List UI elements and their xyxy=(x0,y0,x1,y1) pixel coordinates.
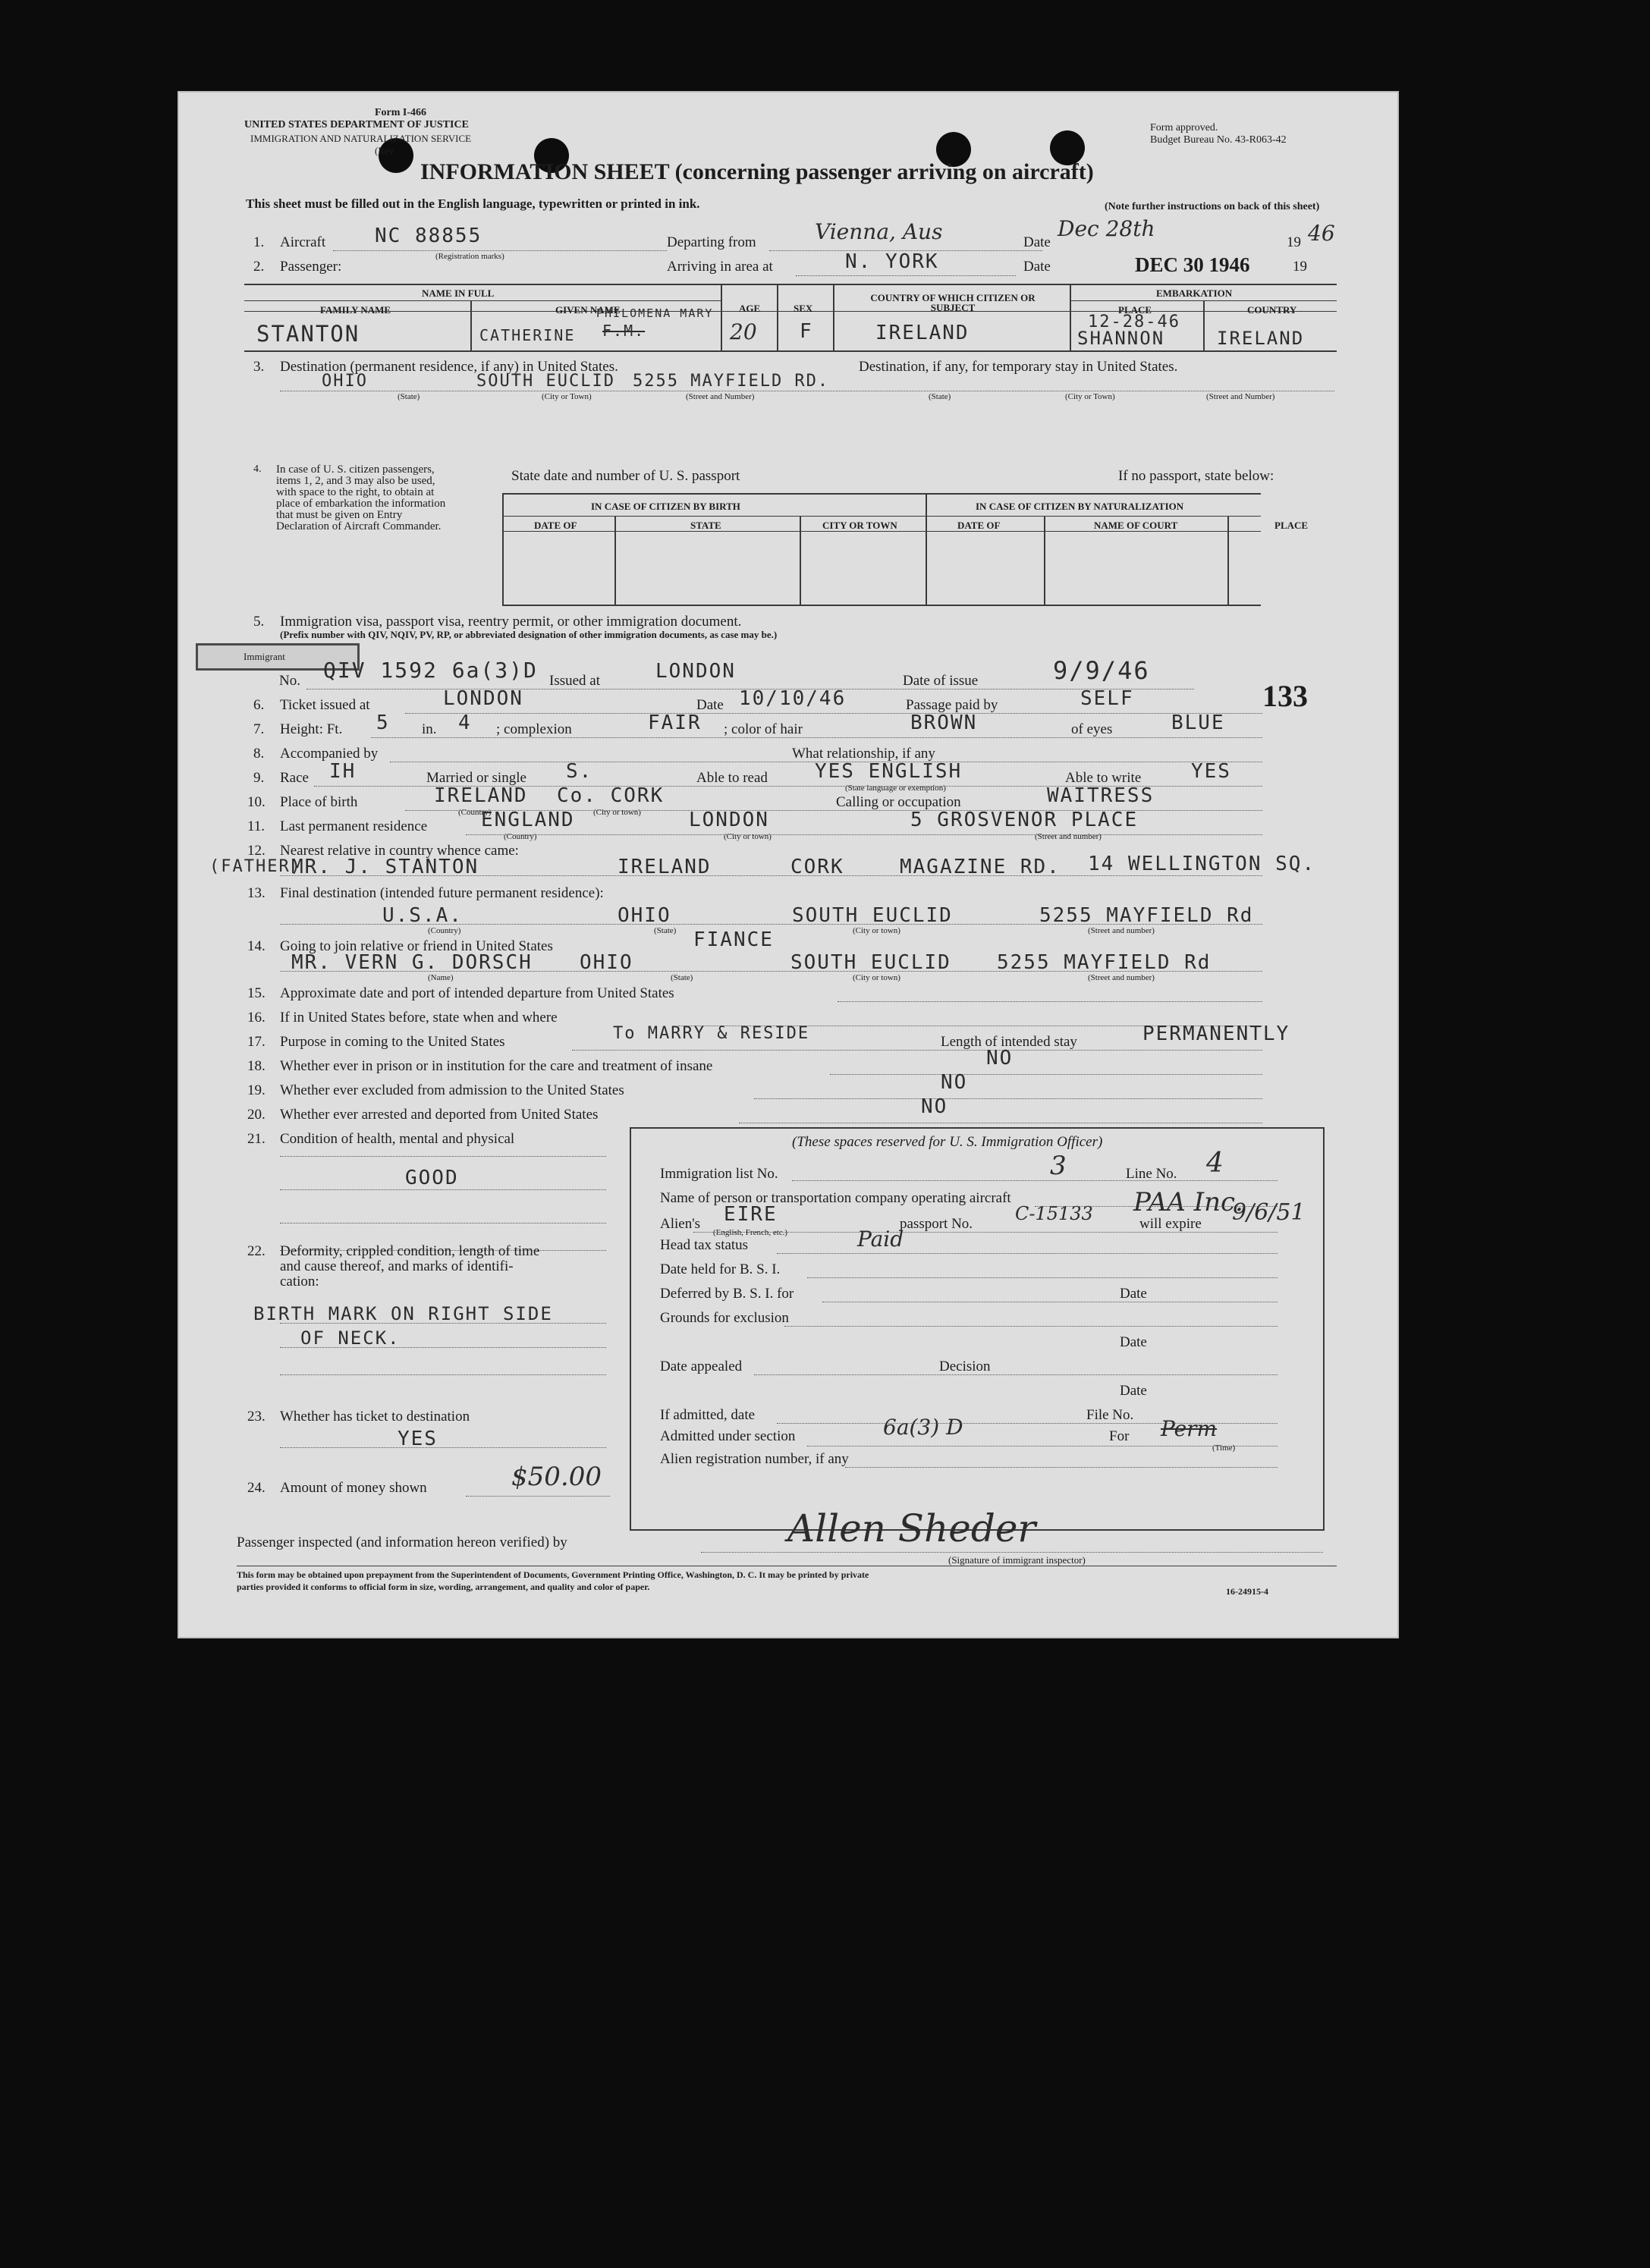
destination-state: OHIO xyxy=(322,372,368,391)
caption: (State) xyxy=(929,392,951,401)
officer-field-label: Grounds for exclusion xyxy=(660,1310,789,1326)
issued-at-value: LONDON xyxy=(655,660,736,683)
item-number: 5. xyxy=(253,614,265,630)
final-city: SOUTH EUCLID xyxy=(792,904,953,927)
deported-value: NO xyxy=(921,1095,948,1118)
eyes-label: of eyes xyxy=(1071,721,1113,737)
form-code: 16-24915-4 xyxy=(1226,1586,1268,1597)
stamp-text: Immigrant xyxy=(244,651,285,662)
immigration-list-no: 3 xyxy=(1050,1151,1067,1181)
prison-label: Whether ever in prison or in institution for the care and treatment of insane xyxy=(280,1058,713,1074)
item-number: 3. xyxy=(253,359,265,375)
complexion-value: FAIR xyxy=(648,711,702,734)
officer-field-label: Alien registration number, if any xyxy=(660,1451,849,1467)
relative-street: MAGAZINE RD. xyxy=(900,856,1061,878)
last-residence-city: LONDON xyxy=(689,809,769,831)
item-number: 9. xyxy=(253,770,265,786)
footer-fine-print: parties provided it conforms to official form in size, wording, arrangement, and quality and color of paper. xyxy=(237,1582,650,1592)
ticket-date: 10/10/46 xyxy=(739,687,847,710)
item-number: 22. xyxy=(247,1243,266,1259)
relation-note: (FATHER) xyxy=(209,857,302,876)
column-header: STATE xyxy=(690,520,721,531)
occupation-label: Calling or occupation xyxy=(836,794,961,810)
caption: (City or town) xyxy=(593,808,641,817)
column-header: GIVEN NAME xyxy=(555,304,621,316)
birth-country: IRELAND xyxy=(434,784,528,807)
departure-label: Approximate date and port of intended departure from United States xyxy=(280,985,674,1001)
passenger-label: Passenger: xyxy=(280,259,342,275)
aircraft-label: Aircraft xyxy=(280,234,326,250)
admitted-for: Perm xyxy=(1161,1416,1218,1441)
caption: (State) xyxy=(398,392,420,401)
hair-value: BROWN xyxy=(910,711,978,734)
caption: (City or Town) xyxy=(542,392,592,401)
inches-label: in. xyxy=(422,721,437,737)
officer-field-label: Decision xyxy=(939,1359,991,1374)
last-residence-country: ENGLAND xyxy=(481,809,575,831)
nearest-relative-label: Nearest relative in country whence came: xyxy=(280,843,519,859)
year-prefix: 19 xyxy=(1293,259,1307,275)
caption: (City or Town) xyxy=(1065,392,1115,401)
visa-prefix-note: (Prefix number with QIV, NQIV, PV, RP, or abbreviated designation of other immigration documents, as case may be.) xyxy=(280,629,778,640)
item-number: 15. xyxy=(247,985,266,1001)
item-number: 19. xyxy=(247,1082,266,1098)
item-number: 10. xyxy=(247,794,266,810)
money-value: $50.00 xyxy=(511,1462,602,1492)
back-note: (Note further instructions on back of this sheet) xyxy=(1105,201,1320,212)
service: IMMIGRATION AND NATURALIZATION SERVICE xyxy=(250,133,472,144)
item-number: 2. xyxy=(253,259,265,275)
destination-street: 5255 MAYFIELD RD. xyxy=(633,372,830,391)
arriving-value: N. YORK xyxy=(845,250,939,273)
purpose-value: To MARRY & RESIDE xyxy=(613,1024,810,1043)
column-header: COUNTRY xyxy=(1247,304,1297,316)
inspected-label: Passenger inspected (and information hereon verified) by xyxy=(237,1535,567,1550)
destination-city: SOUTH EUCLID xyxy=(476,372,615,391)
form-title: INFORMATION SHEET (concerning passenger arriving on aircraft) xyxy=(420,159,1094,184)
ticket-label: Ticket issued at xyxy=(280,697,370,713)
join-relative-label: Going to join relative or friend in United States xyxy=(280,938,553,954)
friend-city: SOUTH EUCLID xyxy=(790,951,951,974)
officer-field-label: Date appealed xyxy=(660,1359,743,1374)
passage-paid-label: Passage paid by xyxy=(906,697,998,713)
relationship-value: FIANCE xyxy=(693,928,774,951)
column-header: SEX xyxy=(794,303,813,314)
officer-field-label: Head tax status xyxy=(660,1237,749,1253)
officer-field-label: will expire xyxy=(1139,1216,1202,1232)
column-header: IN CASE OF CITIZEN BY NATURALIZATION xyxy=(976,501,1184,512)
friend-street: 5255 MAYFIELD Rd xyxy=(997,951,1212,974)
revision: (Rev. xyxy=(375,145,396,156)
birthplace-label: Place of birth xyxy=(280,794,358,810)
column-header: NAME IN FULL xyxy=(422,287,495,299)
expire-date: 9/6/51 xyxy=(1232,1199,1306,1226)
department: UNITED STATES DEPARTMENT OF JUSTICE xyxy=(244,119,469,130)
caption: (Name) xyxy=(428,973,454,982)
race-value: IH xyxy=(329,760,357,783)
date-label: Date xyxy=(1023,234,1051,250)
us-passport-label: State date and number of U. S. passport xyxy=(511,468,740,484)
date-label: Date xyxy=(1023,259,1051,275)
occupation-value: WAITRESS xyxy=(1047,784,1155,807)
officer-field-label: Admitted under section xyxy=(660,1428,796,1444)
caption: (Street and number) xyxy=(1088,973,1155,982)
caption: (Country) xyxy=(428,926,461,935)
aircraft-value: NC 88855 xyxy=(375,225,482,247)
visa-label: Immigration visa, passport visa, reentry permit, or other immigration document. xyxy=(280,614,742,630)
signature-caption: (Signature of immigrant inspector) xyxy=(948,1554,1086,1566)
column-header: CITY OR TOWN xyxy=(822,520,897,531)
accompanied-label: Accompanied by xyxy=(280,746,379,762)
no-passport-label: If no passport, state below: xyxy=(1118,468,1274,484)
departure-date: Dec 28th xyxy=(1058,216,1155,241)
deformity-label: cation: xyxy=(280,1274,319,1289)
officer-field-label: Immigration list No. xyxy=(660,1166,778,1182)
column-header: IN CASE OF CITIZEN BY BIRTH xyxy=(591,501,740,512)
friend-name: MR. VERN G. DORSCH xyxy=(291,951,533,974)
embarkation-date: 12-28-46 xyxy=(1088,313,1180,331)
given-name-insert: PHILOMENA MARY xyxy=(596,306,714,320)
height-inches: 4 xyxy=(458,711,472,734)
excluded-value: NO xyxy=(941,1071,968,1094)
deported-label: Whether ever arrested and deported from United States xyxy=(280,1107,599,1123)
ticket-destination-value: YES xyxy=(398,1428,438,1450)
form-instructions: This sheet must be filled out in the English language, typewritten or printed in ink. xyxy=(246,196,700,211)
relative-city: CORK xyxy=(790,856,844,878)
item-number: 16. xyxy=(247,1010,266,1026)
officer-field-label: For xyxy=(1109,1428,1130,1444)
officer-field-label: Date xyxy=(1120,1286,1147,1302)
visa-no-label: No. xyxy=(279,673,300,689)
column-header: DATE OF xyxy=(957,520,1001,531)
item-number: 13. xyxy=(247,885,266,901)
officer-field-label: File No. xyxy=(1086,1407,1134,1423)
item-number: 23. xyxy=(247,1409,266,1425)
last-residence-label: Last permanent residence xyxy=(280,818,428,834)
caption: (Street and number) xyxy=(1088,926,1155,935)
arriving-label: Arriving in area at xyxy=(667,259,773,275)
item-number: 6. xyxy=(253,697,265,713)
departing-value: Vienna, Aus xyxy=(815,219,943,244)
sex-value: F xyxy=(800,320,813,343)
column-header: EMBARKATION xyxy=(1156,287,1233,299)
passport-no: C-15133 xyxy=(1015,1203,1093,1224)
column-header: FAMILY NAME xyxy=(320,304,391,316)
caption: (English, French, etc.) xyxy=(713,1228,788,1237)
caption: (Time) xyxy=(1212,1443,1236,1453)
read-value: YES ENGLISH xyxy=(815,760,963,783)
embarkation-place: SHANNON xyxy=(1077,328,1165,349)
head-tax-status: Paid xyxy=(857,1227,904,1252)
admitted-section: 6a(3) D xyxy=(883,1415,963,1440)
hair-label: ; color of hair xyxy=(724,721,803,737)
footer-fine-print: This form may be obtained upon prepayment from the Superintendent of Documents, Government Printing Office, Washington, D. C. It may be printed by private xyxy=(237,1569,869,1580)
item-number: 7. xyxy=(253,721,265,737)
married-value: S. xyxy=(566,760,593,783)
officer-field-label: Alien's xyxy=(660,1216,701,1232)
item-number: 18. xyxy=(247,1058,266,1074)
deformity-label: and cause thereof, and marks of identifi- xyxy=(280,1258,514,1274)
relative-name: MR. J. STANTON xyxy=(291,856,479,878)
caption: (City or town) xyxy=(853,926,900,935)
write-value: YES xyxy=(1191,760,1231,783)
health-value: GOOD xyxy=(405,1167,459,1189)
citizen-note: In case of U. S. citizen passengers, items 1, 2, and 3 may also be used, with space to the right, to obtain at place of embarkation the information that must be given on Entry Declaration of Aircraft Commander. xyxy=(276,463,446,532)
relationship-label: What relationship, if any xyxy=(792,746,935,762)
officer-field-label: passport No. xyxy=(900,1216,973,1232)
final-state: OHIO xyxy=(618,904,671,927)
item-number: 12. xyxy=(247,843,266,859)
caption: (City or town) xyxy=(853,973,900,982)
complexion-label: ; complexion xyxy=(496,721,572,737)
line-no: 4 xyxy=(1206,1148,1224,1179)
write-label: Able to write xyxy=(1065,770,1142,786)
read-label: Able to read xyxy=(696,770,768,786)
destination-label: Destination (permanent residence, if any) in United States. xyxy=(280,359,618,375)
caption: (Registration marks) xyxy=(435,252,504,261)
prison-value: NO xyxy=(986,1047,1014,1070)
caption: (City or town) xyxy=(724,832,772,841)
officer-field-label: Date held for B. S. I. xyxy=(660,1261,781,1277)
item-number: 20. xyxy=(247,1107,266,1123)
form-number: Form I-466 xyxy=(375,107,427,118)
stay-length-value: PERMANENTLY xyxy=(1142,1022,1290,1045)
item-number: 4. xyxy=(253,463,262,475)
item-number: 8. xyxy=(253,746,265,762)
caption: (State) xyxy=(654,926,677,935)
caption: (Street and number) xyxy=(1035,832,1102,841)
visa-number: QIV 1592 6a(3)D xyxy=(323,658,538,683)
caption: (Street and Number) xyxy=(1206,392,1275,401)
departing-label: Departing from xyxy=(667,234,756,250)
column-header: COUNTRY OF WHICH CITIZEN OR SUBJECT xyxy=(870,292,1036,313)
issued-at-label: Issued at xyxy=(549,673,601,689)
caption: (State language or exemption) xyxy=(845,784,946,793)
caption: (State) xyxy=(671,973,693,982)
inspector-signature: Allen Sheder xyxy=(787,1506,1036,1550)
identification-marks: BIRTH MARK ON RIGHT SIDE xyxy=(253,1303,553,1324)
item-number: 17. xyxy=(247,1034,266,1050)
stay-length-label: Length of intended stay xyxy=(941,1034,1077,1050)
given-name-struck: F.M. xyxy=(602,322,646,340)
height-label: Height: Ft. xyxy=(280,721,343,737)
officer-box-title: (These spaces reserved for U. S. Immigration Officer) xyxy=(792,1134,1103,1150)
age-value: 20 xyxy=(730,319,757,344)
company-value: PAA Inc. xyxy=(1133,1187,1243,1217)
relative-country: IRELAND xyxy=(618,856,712,878)
caption: (Street and Number) xyxy=(686,392,755,401)
citizen-value: IRELAND xyxy=(875,322,970,344)
deformity-label: Deformity, crippled condition, length of time xyxy=(280,1243,540,1259)
previous-visit-label: If in United States before, state when and where xyxy=(280,1010,558,1026)
final-country: U.S.A. xyxy=(382,904,463,927)
information-sheet-form xyxy=(178,91,1399,1638)
embarkation-country: IRELAND xyxy=(1217,328,1305,349)
health-label: Condition of health, mental and physical xyxy=(280,1131,515,1147)
birth-city: Co. CORK xyxy=(557,784,665,807)
ticket-destination-label: Whether has ticket to destination xyxy=(280,1409,470,1425)
ticket-value: LONDON xyxy=(443,687,523,710)
departure-year: 46 xyxy=(1308,221,1335,246)
year-prefix: 19 xyxy=(1287,234,1301,250)
given-name: CATHERINE xyxy=(479,326,576,344)
caption: (Country) xyxy=(458,808,492,817)
final-street: 5255 MAYFIELD Rd xyxy=(1039,904,1254,927)
family-name: STANTON xyxy=(256,321,360,347)
last-residence-street: 5 GROSVENOR PLACE xyxy=(910,809,1139,831)
officer-field-label: Line No. xyxy=(1126,1166,1177,1182)
arrival-date-stamp: DEC 30 1946 xyxy=(1135,253,1250,276)
officer-field-label: Name of person or transportation company operating aircraft xyxy=(660,1190,1011,1206)
column-header: NAME OF COURT xyxy=(1094,520,1178,531)
item-number: 21. xyxy=(247,1131,266,1147)
form-approved: Form approved. xyxy=(1150,122,1218,134)
date-of-issue-label: Date of issue xyxy=(903,673,979,689)
married-label: Married or single xyxy=(426,770,526,786)
column-header: PLACE xyxy=(1118,304,1152,316)
money-label: Amount of money shown xyxy=(280,1480,427,1496)
date-label: Date xyxy=(696,697,724,713)
excluded-label: Whether ever excluded from admission to the United States xyxy=(280,1082,624,1098)
item-number: 1. xyxy=(253,234,265,250)
column-header: PLACE xyxy=(1274,520,1309,531)
item-number: 11. xyxy=(247,818,266,834)
item-number: 14. xyxy=(247,938,266,954)
item-number: 24. xyxy=(247,1480,266,1496)
race-label: Race xyxy=(280,770,309,786)
purpose-label: Purpose in coming to the United States xyxy=(280,1034,505,1050)
date-of-issue-value: 9/9/46 xyxy=(1053,656,1150,685)
relative-address: 14 WELLINGTON SQ. xyxy=(1088,853,1316,875)
officer-field-label: Date xyxy=(1120,1334,1147,1350)
alien-nationality: EIRE xyxy=(724,1203,778,1226)
officer-field-label: Date xyxy=(1120,1383,1147,1399)
column-header: DATE OF xyxy=(534,520,577,531)
officer-field-label: If admitted, date xyxy=(660,1407,756,1423)
passage-paid-value: SELF xyxy=(1080,687,1134,710)
sheet-number: 133 xyxy=(1262,679,1308,713)
eyes-value: BLUE xyxy=(1171,711,1225,734)
identification-marks-2: OF NECK. xyxy=(300,1327,401,1349)
column-header: AGE xyxy=(739,303,761,314)
budget-bureau: Budget Bureau No. 43-R063-42 xyxy=(1150,134,1287,146)
height-feet: 5 xyxy=(376,711,390,734)
officer-field-label: Deferred by B. S. I. for xyxy=(660,1286,794,1302)
temp-destination-label: Destination, if any, for temporary stay in United States. xyxy=(859,359,1178,375)
caption: (Country) xyxy=(504,832,537,841)
final-destination-label: Final destination (intended future permanent residence): xyxy=(280,885,604,901)
friend-state: OHIO xyxy=(580,951,633,974)
